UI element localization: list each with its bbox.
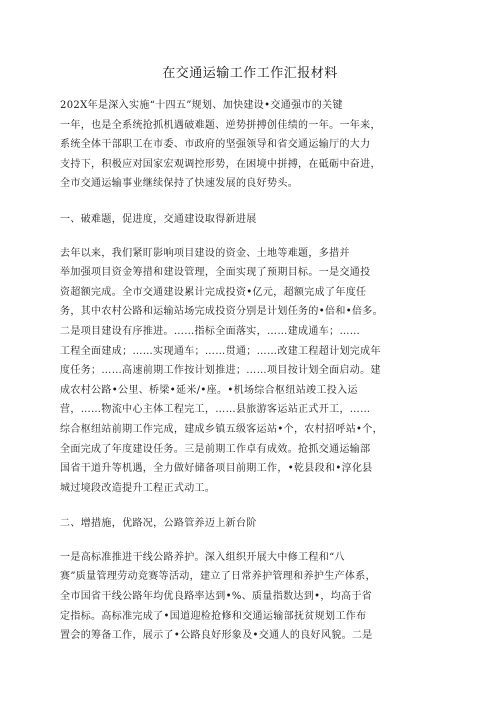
text-line: 城过境段改造提升工程正式动工。 [60,482,216,494]
text-line: 二是项目建设有序推进。……指标全面落实，……建成通车；…… [60,325,361,337]
text-line: 全面完成了年度建设任务。三是前期工作卓有成效。抢抓交通运输部 [60,443,371,455]
text-line: 度任务；……高速前期工作按计划推进；……项目按计划全面启动。建 [60,365,381,377]
document-body [60,96,446,646]
text-line: 赛”质量管理劳动竞赛等活动，建立了日常养护管理和养护生产体系， [60,571,376,583]
section1-paragraph [60,244,446,499]
section-heading-1: 一、破难题，促进度，交通建设取得新进展 [60,213,257,225]
text-line: 工程全面建成；……实现通车；……贯通；……改建工程超计划完成年 [60,345,381,357]
text-line: 营，……物流中心主体工程完工，……县旅游客运站正式开工，…… [60,404,371,416]
text-line: 置会的筹备工作，展示了•公路良好形象及•交通人的良好风貌。二是 [60,630,373,642]
text-line: 定指标。高标准完成了•国道迎检抢修和交通运输部抚贫规划工作布 [60,610,367,622]
text-line: 国省干道升等机遇，全力做好储备项目前期工作，•乾县段和•淳化县 [60,463,373,475]
text-line: 全市国省干线公路年均优良路率达到•%、质量指数达到•，均高于省 [60,591,373,603]
intro-paragraph [60,96,446,194]
text-line: 202X年是深入实施“十四五”规划、加快建设•交通强市的关键 [60,100,343,111]
section-heading-2: 二、增措施，优路况，公路管养迈上新台阶 [60,518,257,530]
text-line: 一是高标准推进干线公路养护。深入组织开展大中修工程和“八 [60,551,345,563]
text-line: 去年以来，我们紧盯影响项目建设的资金、土地等难题，多措并 [60,247,350,259]
text-line: 举加强项目资金筹措和建设管理，全面实现了预期目标。一是交通投 [60,267,371,279]
text-line: 一年，也是全系统抢抓机遇破难题、逆势拼搏创佳绩的一年。一年来， [60,119,381,131]
document-title: 在交通运输工作工作汇报材料 [162,66,338,81]
text-line: 综合枢纽站前期工作完成，建成乡镇五级客运站•个，农村招呼站•个， [60,423,383,435]
text-line: 务，其中农村公路和运输站场完成投资分别是计划任务的•倍和•倍多。 [60,306,383,318]
text-line: 系统全体干部职工在市委、市政府的坚强领导和省交通运输厅的大力 [60,139,371,151]
text-line: 支持下，积极应对国家宏观调控形势，在困境中拼搏，在砥砺中奋进， [60,158,381,170]
text-line: 全市交通运输事业继续保持了快速发展的良好势头。 [60,178,299,190]
text-line: 资超额完成。全市交通建设累计完成投资•亿元，超额完成了年度任 [60,286,367,298]
text-line: 成农村公路•公里、桥梁•延米/•座。•机场综合枢纽站竣工投入运 [60,384,358,396]
section2-paragraph [60,548,446,646]
